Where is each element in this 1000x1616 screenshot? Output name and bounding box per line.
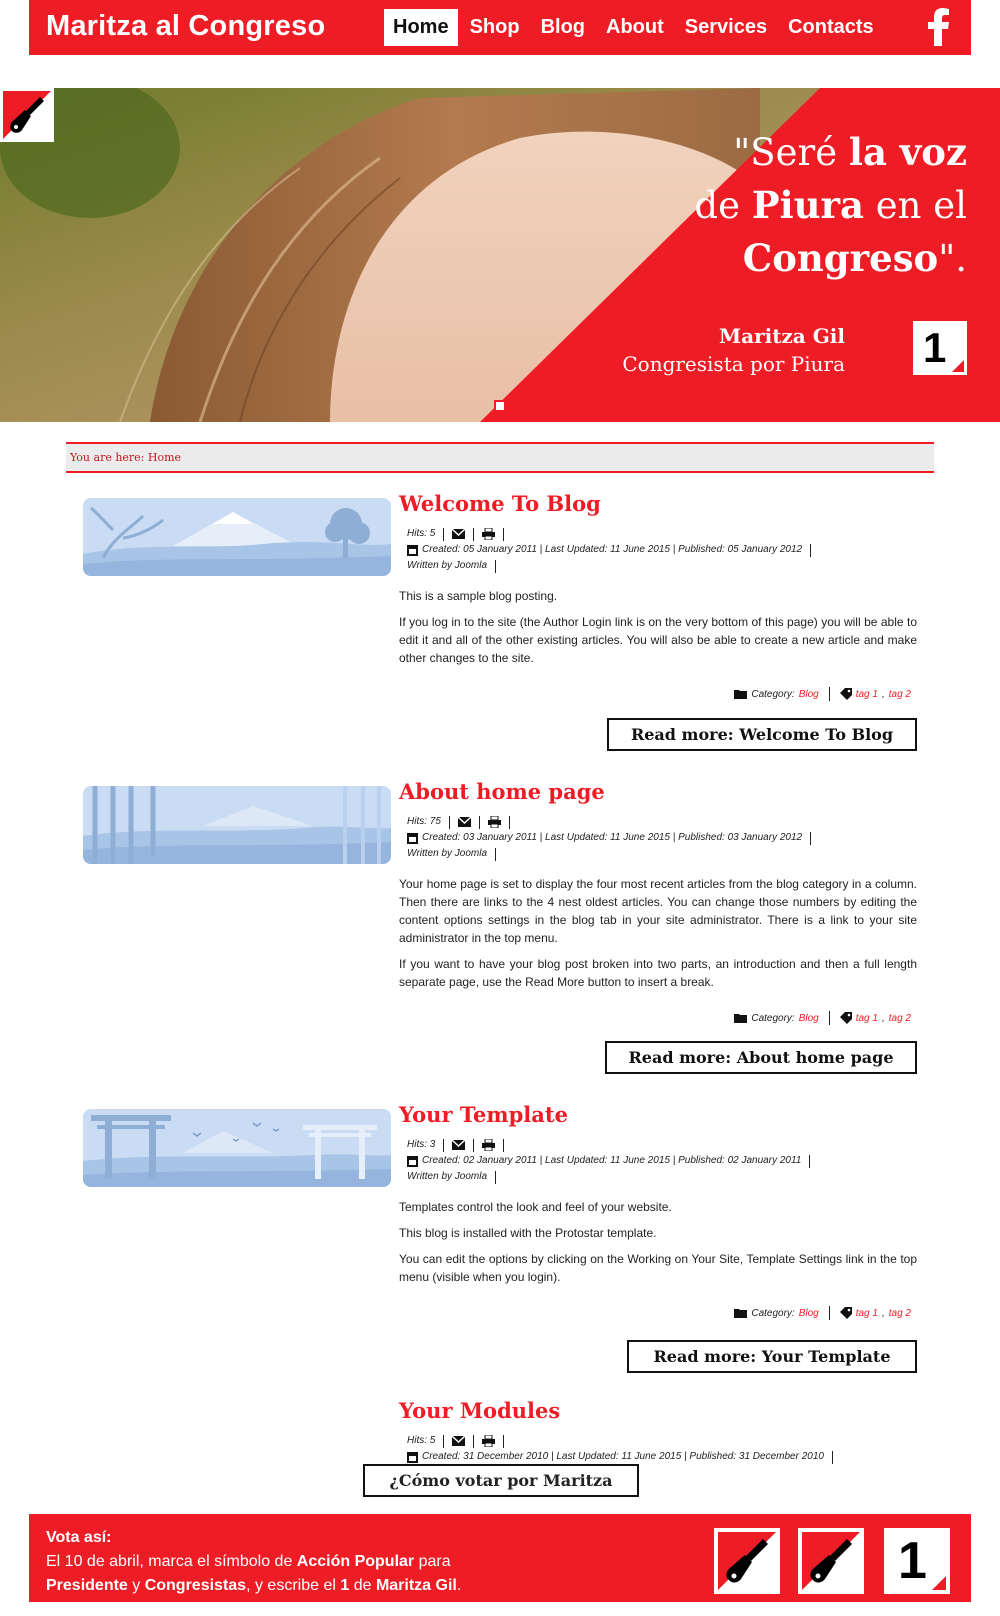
- article-dates: Created: 02 January 2011 | Last Updated: 11 June 2015 | Published: 02 January 2011: [422, 1155, 802, 1166]
- readmore-button[interactable]: Read more: Your Template: [627, 1340, 917, 1373]
- article-category-tags: Category: Blog tag 1 , tag 2: [399, 1306, 917, 1320]
- hero-signature: [622, 322, 845, 378]
- tag-link[interactable]: tag 1: [855, 688, 878, 700]
- main-nav: [384, 9, 883, 46]
- nav-item-home[interactable]: Home: [384, 9, 458, 46]
- top-navigation-bar: [29, 0, 971, 55]
- article-hits: Hits: 75: [407, 816, 441, 827]
- article-dates: Created: 31 December 2010 | Last Updated: 11 June 2015 | Published: 31 December 2010: [422, 1451, 824, 1462]
- shovel-logo-icon: [714, 1528, 780, 1594]
- hero-quote: "Seré la voz de Piura en el Congreso".: [694, 130, 967, 280]
- article-welcome: [83, 490, 917, 760]
- facebook-icon[interactable]: [925, 8, 951, 46]
- email-icon[interactable]: [452, 1436, 465, 1446]
- article-author: Written by Joomla: [407, 560, 488, 571]
- article-title[interactable]: Your Template: [399, 1102, 568, 1127]
- number-one-logo: 1: [913, 321, 967, 375]
- tag-icon: [840, 1012, 852, 1024]
- tag-link[interactable]: tag 1: [855, 1307, 878, 1319]
- article-your-template: [83, 1101, 917, 1381]
- tag-link[interactable]: tag 2: [888, 1307, 911, 1319]
- tag-icon: [840, 1307, 852, 1319]
- article-meta: [407, 814, 917, 862]
- article-category-tags: Category: Blog tag 1 , tag 2: [399, 687, 917, 701]
- shovel-logo-icon: [0, 88, 54, 142]
- tag-icon: [840, 688, 852, 700]
- article-hits: Hits: 5: [407, 1435, 436, 1446]
- article-author: Written by Joomla: [407, 848, 488, 859]
- article-title[interactable]: About home page: [399, 779, 605, 804]
- site-brand[interactable]: Maritza al Congreso: [46, 10, 326, 42]
- breadcrumb: [66, 442, 934, 473]
- article-category-tags: Category: Blog tag 1 , tag 2: [399, 1011, 917, 1025]
- article-meta: [407, 526, 917, 574]
- folder-icon: [734, 689, 747, 699]
- nav-item-shop[interactable]: Shop: [469, 16, 520, 38]
- candidate-role: Congresista por Piura: [622, 352, 845, 376]
- article-hits: Hits: 3: [407, 1139, 436, 1150]
- folder-icon: [734, 1308, 747, 1318]
- article-dates: Created: 03 January 2011 | Last Updated: 11 June 2015 | Published: 03 January 2012: [422, 832, 803, 843]
- calendar-icon: [407, 545, 418, 556]
- print-icon[interactable]: [482, 528, 495, 540]
- category-link[interactable]: Blog: [798, 1012, 819, 1024]
- print-icon[interactable]: [488, 816, 501, 828]
- calendar-icon: [407, 1156, 418, 1167]
- article-meta: [407, 1137, 917, 1185]
- tag-link[interactable]: tag 2: [888, 1012, 911, 1024]
- calendar-icon: [407, 1452, 418, 1463]
- candidate-name: Maritza Gil: [718, 324, 845, 348]
- readmore-button[interactable]: Read more: About home page: [605, 1041, 917, 1074]
- article-your-modules: [83, 1397, 917, 1467]
- article-hits: Hits: 5: [407, 528, 436, 539]
- tag-link[interactable]: tag 1: [855, 1012, 878, 1024]
- category-link[interactable]: Blog: [798, 1307, 819, 1319]
- breadcrumb-prefix: You are here:: [70, 451, 145, 464]
- vote-instructions: Vota así: El 10 de abril, marca el símbolo de Acción Popular para Presidente y Congresistas, y escribe el 1 de Maritza Gil.: [46, 1529, 462, 1594]
- category-link[interactable]: Blog: [798, 688, 819, 700]
- article-about-home: [83, 778, 917, 1078]
- nav-item-blog[interactable]: Blog: [540, 16, 586, 38]
- email-icon[interactable]: [458, 817, 471, 827]
- folder-icon: [734, 1013, 747, 1023]
- readmore-button[interactable]: Read more: Welcome To Blog: [607, 718, 917, 751]
- article-thumbnail: [83, 1109, 391, 1187]
- email-icon[interactable]: [452, 529, 465, 539]
- hero-banner: [0, 88, 1000, 422]
- article-title[interactable]: Your Modules: [399, 1398, 561, 1423]
- article-text: Templates control the look and feel of your website. This blog is installed with the Protostar template. You can edit the options by clicking on the Working on Your Site, Template Settings link in the top menu (visible when you login).: [399, 1200, 917, 1284]
- nav-item-about[interactable]: About: [606, 16, 664, 38]
- tag-link[interactable]: tag 2: [888, 688, 911, 700]
- email-icon[interactable]: [452, 1140, 465, 1150]
- nav-item-services[interactable]: Services: [684, 16, 768, 38]
- shovel-logo-icon: [798, 1528, 864, 1594]
- vote-footer-banner: [29, 1514, 971, 1602]
- nav-item-contacts[interactable]: Contacts: [788, 16, 874, 38]
- how-to-vote-button[interactable]: ¿Cómo votar por Maritza: [363, 1464, 639, 1497]
- article-title[interactable]: Welcome To Blog: [399, 491, 601, 516]
- article-dates: Created: 05 January 2011 | Last Updated: 11 June 2015 | Published: 05 January 2012: [422, 544, 803, 555]
- article-thumbnail: [83, 786, 391, 864]
- article-text: Your home page is set to display the four most recent articles from the blog category in a column. Then there are links to the 4 nest oldest articles. You can change those numbers by editing the content options settings in the blog tab in your site administrator. There is a link to your site administrator in the top menu. If you want to have your blog post broken into two parts, an introduction and then a full length separate page, use the Read More button to insert a break.: [399, 877, 917, 989]
- number-one-logo: 1: [884, 1528, 950, 1594]
- article-author: Written by Joomla: [407, 1171, 488, 1182]
- slider-dot[interactable]: [494, 400, 506, 412]
- print-icon[interactable]: [482, 1435, 495, 1447]
- article-meta: [407, 1433, 917, 1465]
- calendar-icon: [407, 833, 418, 844]
- breadcrumb-home[interactable]: Home: [147, 451, 182, 464]
- article-text: This is a sample blog posting. If you log in to the site (the Author Login link is on the very bottom of this page) you will be able to edit it and all of the other existing articles. You will also be able to create a new article and make other changes to the site.: [399, 589, 917, 665]
- print-icon[interactable]: [482, 1139, 495, 1151]
- article-thumbnail: [83, 498, 391, 576]
